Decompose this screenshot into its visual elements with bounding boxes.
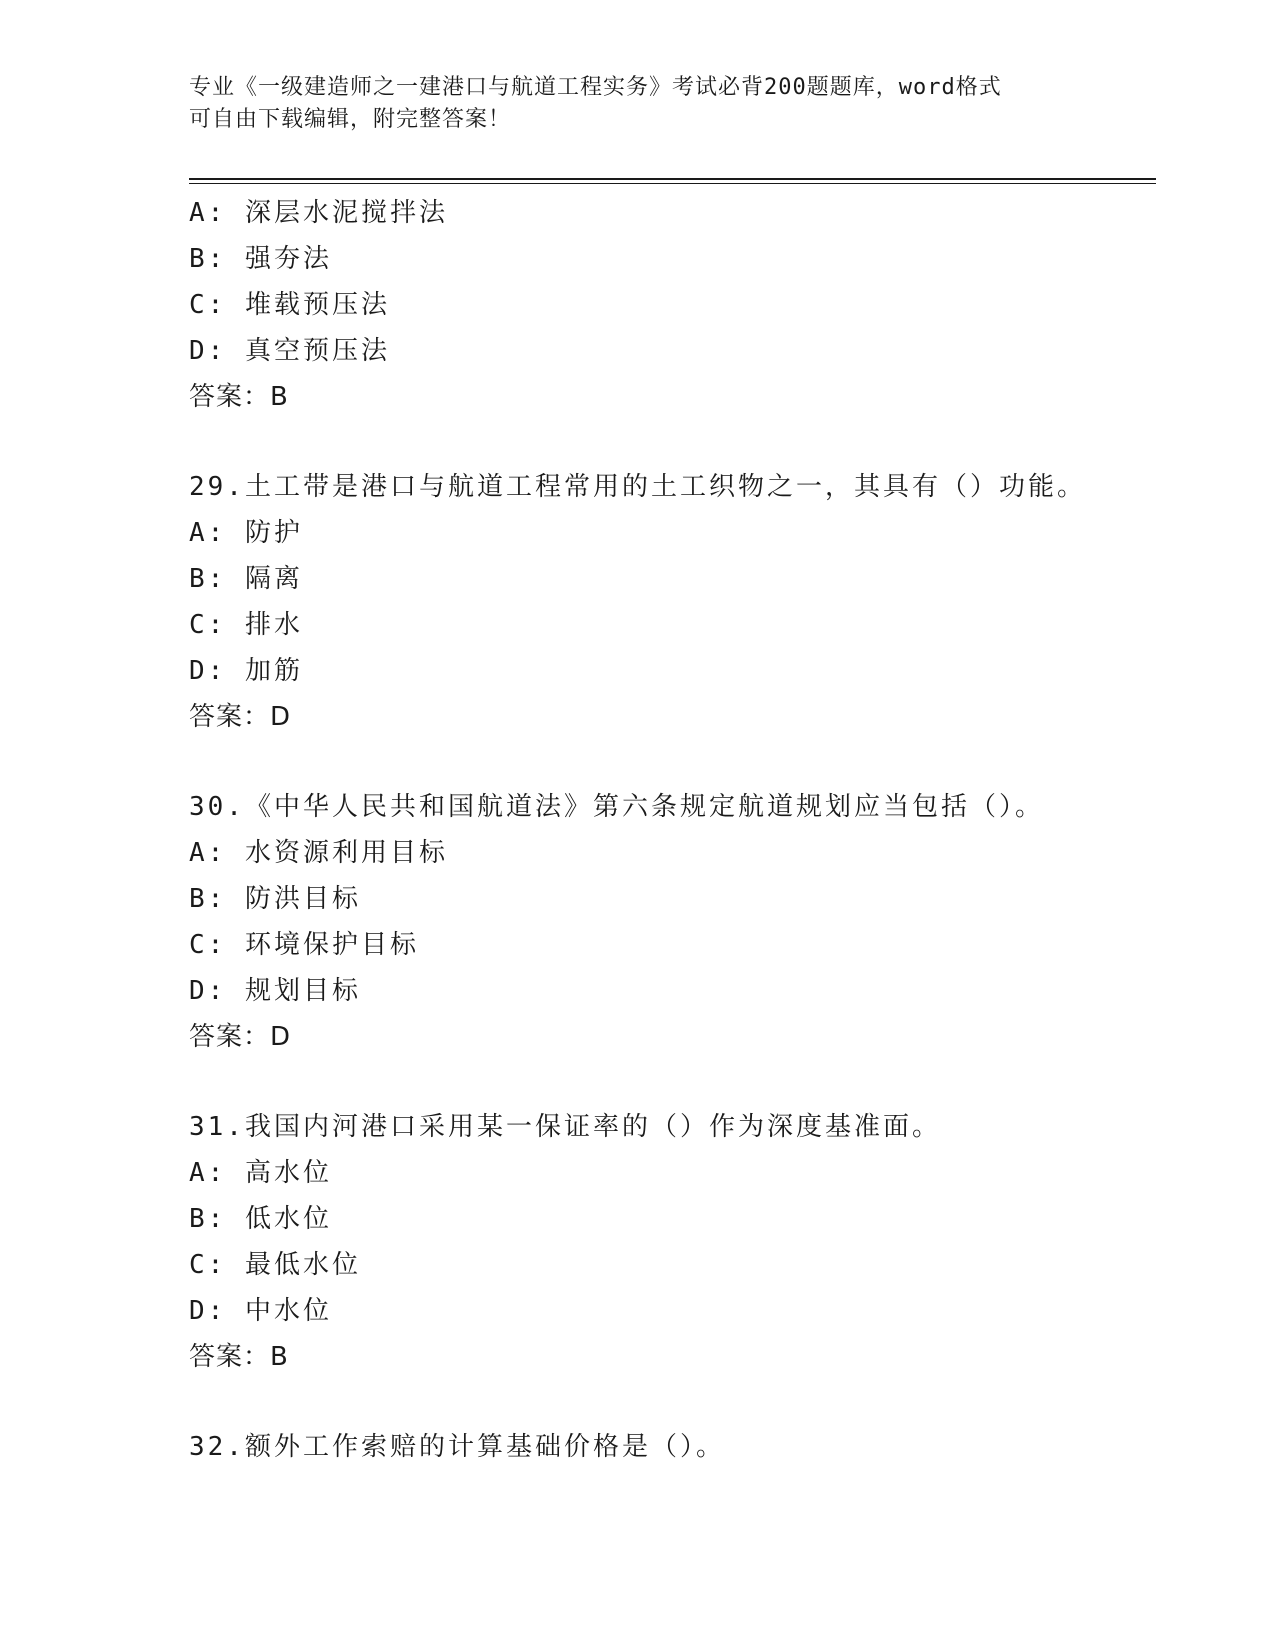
question-28 [189, 190, 1156, 420]
spacer [189, 740, 1156, 784]
option-d: D: 加筋 [189, 656, 303, 686]
question-30 [189, 784, 1156, 1060]
option-d: D: 真空预压法 [189, 336, 390, 366]
spacer [189, 1380, 1156, 1424]
header-divider-thick [189, 178, 1156, 180]
header-line-1: 专业《一级建造师之一建港口与航道工程实务》考试必背200题题库，word格式 [189, 75, 1002, 100]
option-a: A: 深层水泥搅拌法 [189, 198, 448, 228]
header-line-2: 可自由下载编辑，附完整答案！ [189, 107, 512, 132]
question-32 [189, 1424, 1156, 1470]
option-a: A: 高水位 [189, 1158, 332, 1188]
option-c: C: 环境保护目标 [189, 930, 419, 960]
question-stem: 31.我国内河港口采用某一保证率的（）作为深度基准面。 [189, 1112, 941, 1142]
question-stem: 32.额外工作索赔的计算基础价格是（）。 [189, 1432, 725, 1462]
option-b: B: 隔离 [189, 564, 303, 594]
option-b: B: 防洪目标 [189, 884, 361, 914]
answer: 答案：B [189, 382, 289, 412]
spacer [189, 1060, 1156, 1104]
option-a: A: 水资源利用目标 [189, 838, 448, 868]
option-d: D: 中水位 [189, 1296, 332, 1326]
option-d: D: 规划目标 [189, 976, 361, 1006]
spacer [189, 420, 1156, 464]
option-a: A: 防护 [189, 518, 303, 548]
answer: 答案：D [189, 702, 292, 732]
option-c: C: 堆载预压法 [189, 290, 390, 320]
answer: 答案：B [189, 1342, 289, 1372]
question-stem: 30.《中华人民共和国航道法》第六条规定航道规划应当包括（）。 [189, 792, 1044, 822]
document-header [189, 72, 1069, 136]
option-c: C: 最低水位 [189, 1250, 361, 1280]
option-b: B: 低水位 [189, 1204, 332, 1234]
question-29 [189, 464, 1156, 740]
question-stem: 29.土工带是港口与航道工程常用的土工织物之一，其具有（）功能。 [189, 472, 1086, 502]
option-c: C: 排水 [189, 610, 303, 640]
question-31 [189, 1104, 1156, 1380]
header-divider-thin [189, 183, 1156, 184]
answer: 答案：D [189, 1022, 292, 1052]
option-b: B: 强夯法 [189, 244, 332, 274]
question-list [189, 190, 1156, 1470]
